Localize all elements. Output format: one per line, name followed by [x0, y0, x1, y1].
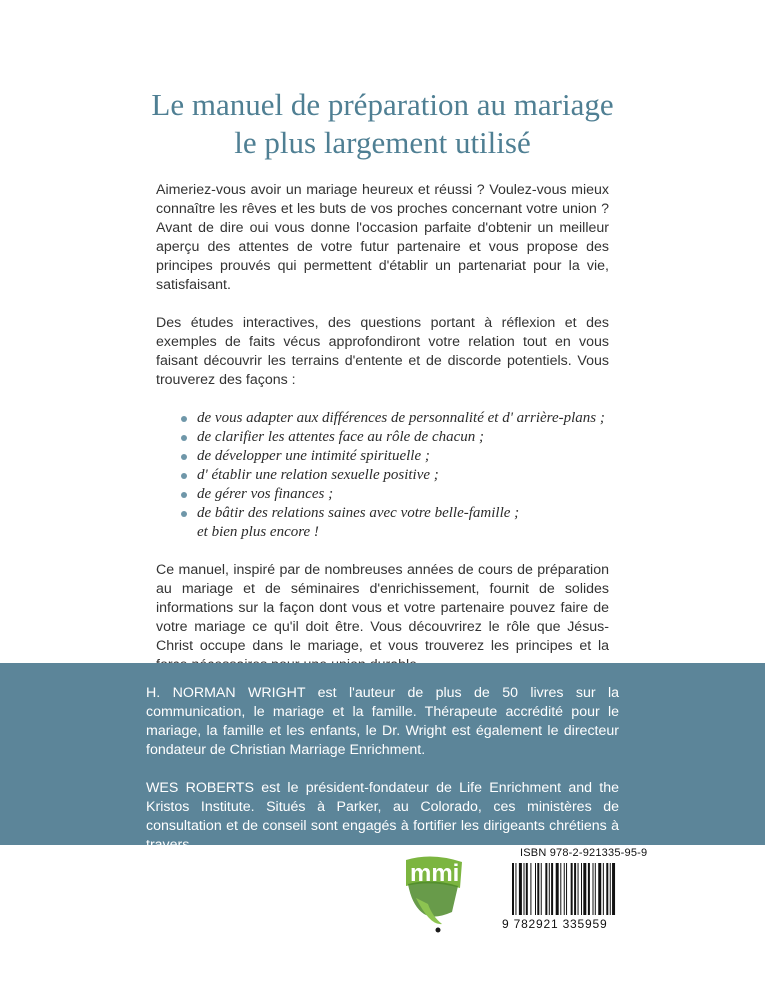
author-name-2: WES ROBERTS [146, 780, 254, 796]
bullet-icon [181, 416, 187, 422]
barcode-block [502, 847, 650, 933]
title-line-2: le plus largement utilisé [234, 125, 531, 160]
list-item: de clarifier les attentes face au rôle de chacun ; [181, 428, 609, 447]
isbn-label: ISBN 978-2-921335-95-9 [520, 847, 648, 859]
publisher-logo [402, 854, 466, 934]
author-bio-2: WES ROBERTS est le président-fondateur de Life Enrichment and the Kristos Institute. Situés à Parker, au Colorado, ces ministères de consultation et de conseil sont engagés à fortifier les dirigeants chrétiens à travers [146, 780, 619, 853]
mmi-logo-icon [402, 854, 466, 934]
bullet-icon [181, 511, 187, 517]
list-item: de développer une intimité spirituelle ; [181, 447, 609, 466]
list-item: et bien plus encore ! [197, 524, 319, 540]
closing-paragraph: Ce manuel, inspiré par de nombreuses années de cours de préparation au mariage et de séminaires d'enrichissement, fournit de solides informations sur la façon dont vous et votre partenaire pouvez faire de votre mariage ce qu'il doit être. Vous découvrirez le rôle que Jésus-Christ occupe dans le mariage, et vous trouverez les principes et la [156, 562, 609, 654]
logo-text: mmi [410, 860, 460, 887]
benefits-list [156, 409, 609, 542]
bullet-icon [181, 435, 187, 441]
bullet-icon [181, 492, 187, 498]
description [156, 181, 609, 675]
title-line-1: Le manuel de préparation au mariage [151, 87, 614, 122]
author-bios [146, 684, 619, 855]
barcode-digits: 9 782921 335959 [502, 917, 608, 931]
bullet-icon [181, 454, 187, 460]
intro-paragraph-2: Des études interactives, des questions portant à réflexion et des exemples de faits vécus approfondiront votre relation tout en vous faisant découvrir les terrains d'entente et de discorde potentiels. Vous trouverez des façons : [156, 315, 609, 388]
list-item: d' établir une relation sexuelle positive ; [181, 466, 609, 485]
intro-paragraph-1: Aimeriez-vous avoir un mariage heureux et réussi ? Voulez-vous mieux connaître les rêves et les buts de vos proches concernant votre union ? Avant de dire oui vous donne l'occasion parfaite d'obtenir un meilleur aperçu des attentes de votre futur partenaire et vous propose des principes prouvés qui permettent d'établir un partenariat pour la vie, satisfaisant. [156, 182, 609, 293]
list-item: de vous adapter aux différences de personnalité et d' arrière-plans ; [181, 409, 609, 428]
barcode-icon [512, 863, 644, 915]
list-item: de gérer vos finances ; [181, 485, 609, 504]
list-item: de bâtir des relations saines avec votre belle-famille ; [181, 504, 609, 523]
author-bio-1: H. NORMAN WRIGHT est l'auteur de plus de 50 livres sur la communication, le mariage et la famille. Thérapeute accrédité pour le mariage, la famille et les enfants, le Dr. Wright est également le directeur fondateur de Christian Marriage Enrichment. [146, 685, 619, 758]
back-cover-title [0, 86, 765, 162]
author-name-1: H. NORMAN WRIGHT [146, 685, 306, 701]
bullet-icon [181, 473, 187, 479]
